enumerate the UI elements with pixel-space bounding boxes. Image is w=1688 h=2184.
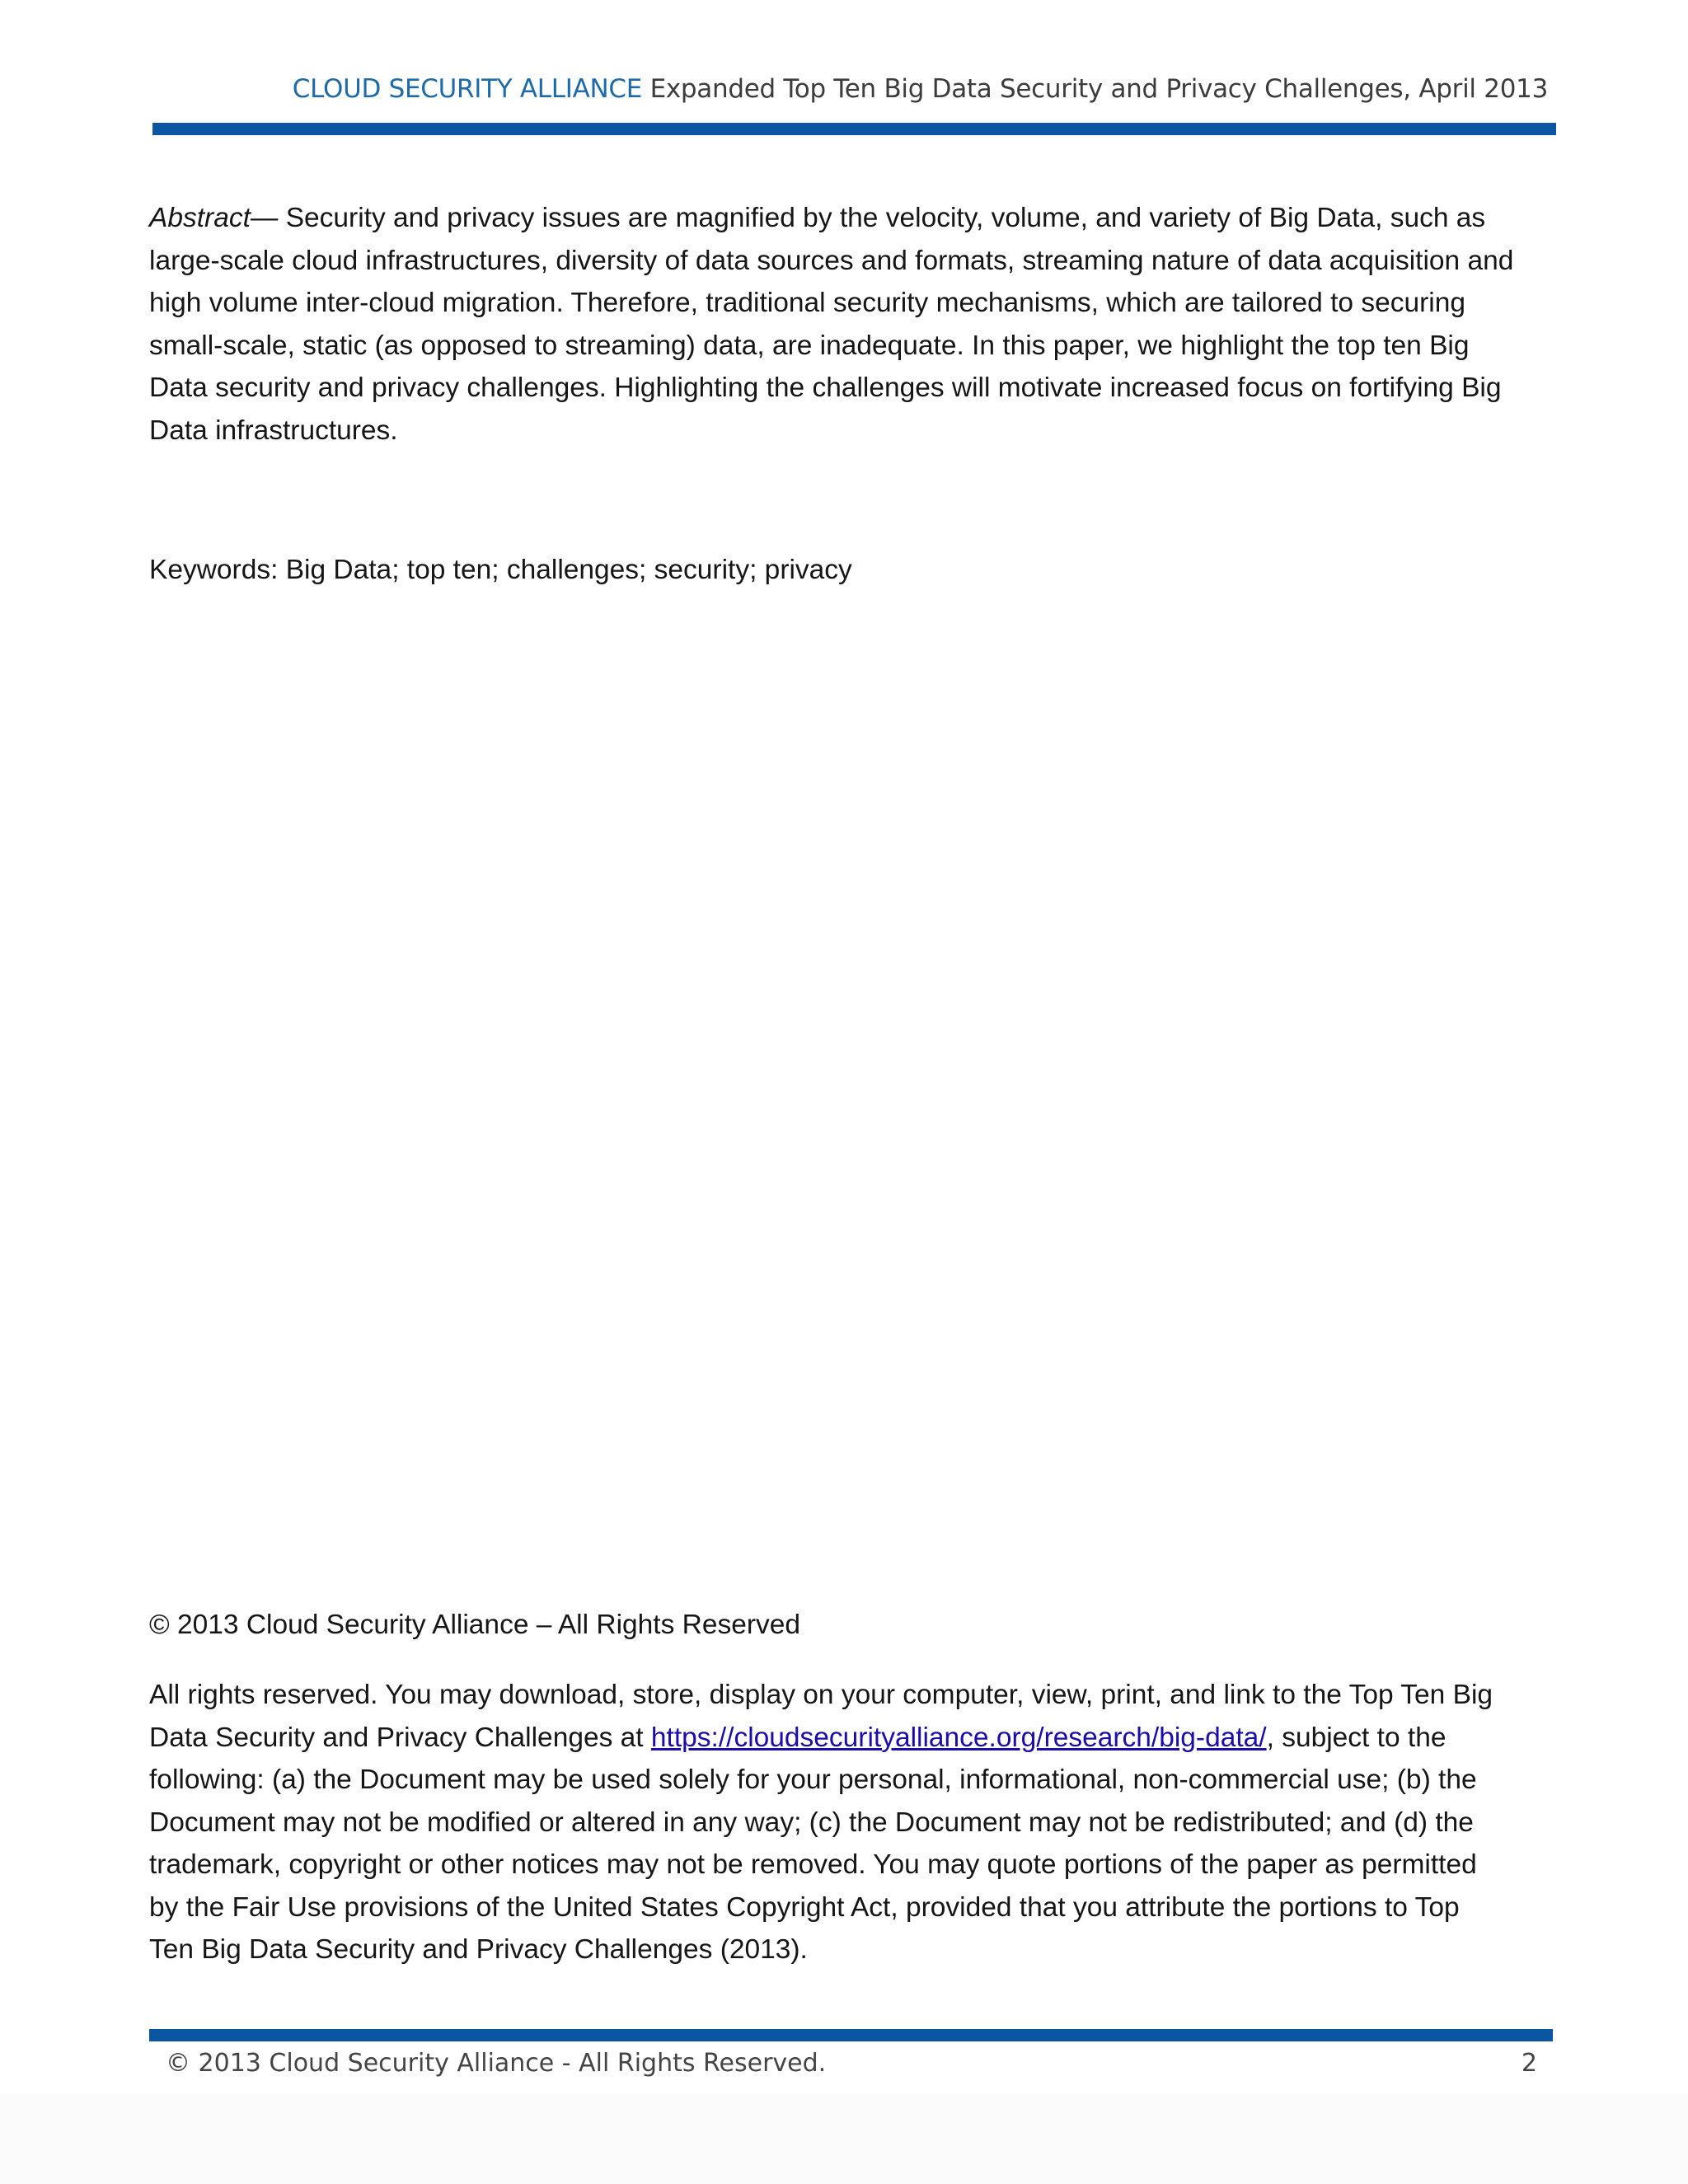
rights-line-text: Data Security and Privacy Challenges at [149, 1722, 651, 1753]
rights-line: Ten Big Data Security and Privacy Challenges (2013). [149, 1934, 808, 1965]
keywords: Keywords: Big Data; top ten; challenges; security; privacy [149, 555, 852, 585]
rights-line: following: (a) the Document may be used solely for your personal, informational, non-commercial use; (b) the [149, 1765, 1477, 1795]
rights-line: Document may not be modified or altered in any way; (c) the Document may not be redistributed; and (d) the [149, 1807, 1474, 1838]
copyright-notice: © 2013 Cloud Security Alliance – All Rights Reserved [149, 1610, 801, 1640]
rights-line: by the Fair Use provisions of the United States Copyright Act, provided that you attribute the portions to Top [149, 1891, 1460, 1923]
rights-line: trademark, copyright or other notices may not be removed. You may quote portions of the paper as permitted [149, 1849, 1477, 1880]
rights-paragraph [149, 1674, 1550, 1971]
rights-line [149, 1717, 1550, 1760]
abstract-line-text: — Security and privacy issues are magnified by the velocity, volume, and variety of Big Data, such as [250, 203, 1486, 233]
abstract-line: small-scale, static (as opposed to streaming) data, are inadequate. In this paper, we highlight the top ten Big [149, 330, 1470, 361]
rights-line-text: , subject to the [1266, 1722, 1447, 1753]
abstract-label: Abstract [149, 203, 251, 233]
big-data-research-link[interactable]: https://cloudsecurityalliance.org/research/big-data/ [650, 1722, 1267, 1753]
abstract-line: high volume inter-cloud migration. Therefore, traditional security mechanisms, which are tailored to securing [149, 288, 1465, 318]
abstract-line: large-scale cloud infrastructures, diversity of data sources and formats, streaming nature of data acquisition and [149, 245, 1514, 276]
abstract-line: Data security and privacy challenges. Highlighting the challenges will motivate increased focus on fortifying Big [149, 373, 1502, 403]
abstract-line [149, 197, 1550, 240]
page-number: 2 [1521, 2049, 1537, 2078]
footer-rule [149, 2029, 1553, 2041]
rights-line: All rights reserved. You may download, store, display on your computer, view, print, and link to the Top Ten Big [149, 1680, 1493, 1710]
footer-copyright: © 2013 Cloud Security Alliance - All Rights Reserved. [166, 2049, 827, 2078]
abstract-paragraph [149, 197, 1550, 452]
page-header [293, 74, 1548, 104]
header-title: Expanded Top Ten Big Data Security and Privacy Challenges, April 2013 [649, 74, 1548, 104]
page-bottom-margin [0, 2093, 1688, 2184]
header-rule [152, 123, 1556, 135]
abstract-line: Data infrastructures. [149, 415, 398, 446]
header-brand: CLOUD SECURITY ALLIANCE [292, 74, 643, 104]
